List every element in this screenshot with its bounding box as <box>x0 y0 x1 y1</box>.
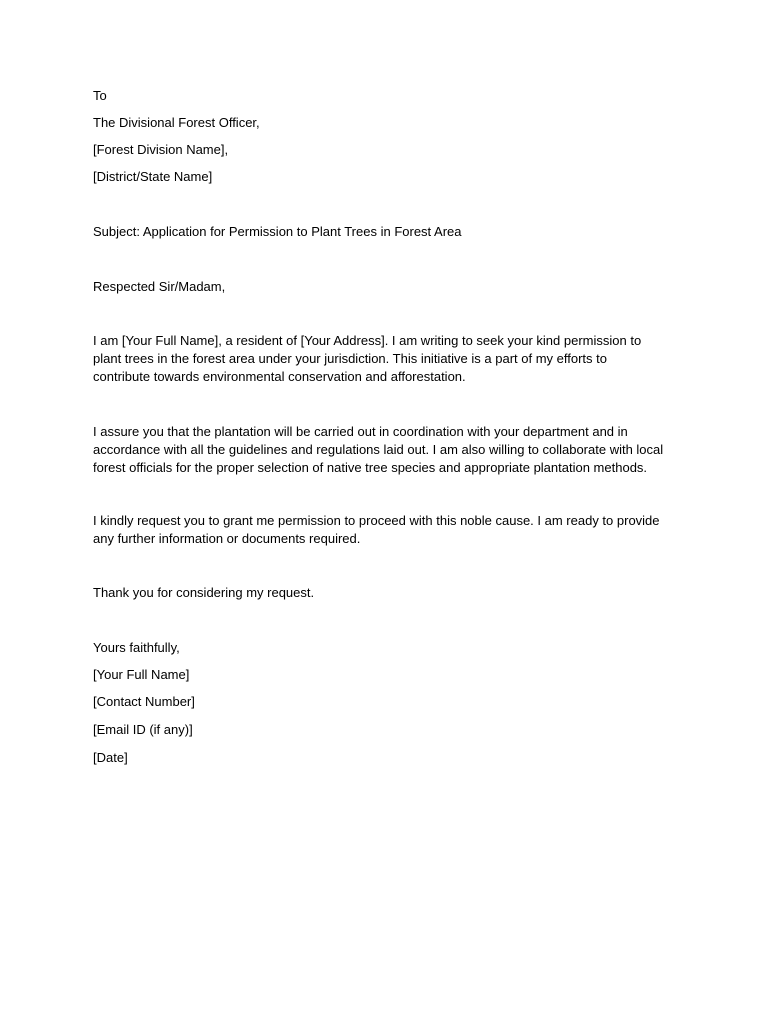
paragraph-line: I assure you that the plantation will be carried out in coordination with your department and in <box>93 424 628 439</box>
body-paragraph-1 <box>93 332 683 386</box>
closing-signoff: Yours faithfully, <box>93 640 180 655</box>
paragraph-line: accordance with all the guidelines and regulations laid out. I am also willing to collaborate with local <box>93 442 664 457</box>
recipient-to: To <box>93 88 107 103</box>
paragraph-line: contribute towards environmental conservation and afforestation. <box>93 369 466 384</box>
paragraph-line: any further information or documents required. <box>93 531 361 546</box>
paragraph-line: forest officials for the proper selection of native tree species and appropriate plantation methods. <box>93 460 648 475</box>
letter-subject: Subject: Application for Permission to Plant Trees in Forest Area <box>93 224 462 239</box>
recipient-district: [District/State Name] <box>93 169 213 184</box>
body-paragraph-2 <box>93 423 683 477</box>
body-paragraph-4: Thank you for considering my request. <box>93 585 315 600</box>
closing-email: [Email ID (if any)] <box>93 722 193 737</box>
closing-date: [Date] <box>93 750 128 765</box>
recipient-division: [Forest Division Name], <box>93 142 229 157</box>
closing-contact: [Contact Number] <box>93 694 195 709</box>
letter-salutation: Respected Sir/Madam, <box>93 279 226 294</box>
body-paragraph-3 <box>93 512 683 548</box>
paragraph-line: plant trees in the forest area under your jurisdiction. This initiative is a part of my efforts to <box>93 351 607 366</box>
closing-name: [Your Full Name] <box>93 667 190 682</box>
recipient-officer: The Divisional Forest Officer, <box>93 115 260 130</box>
paragraph-line: I am [Your Full Name], a resident of [Your Address]. I am writing to seek your kind permission to <box>93 333 642 348</box>
paragraph-line: I kindly request you to grant me permission to proceed with this noble cause. I am ready to provide <box>93 513 660 528</box>
